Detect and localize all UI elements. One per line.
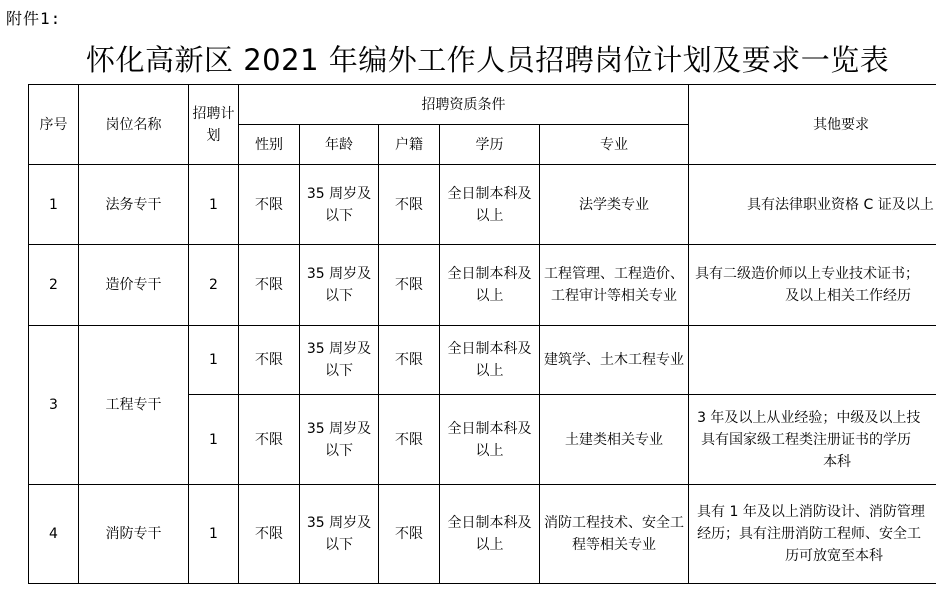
cell-age: 35 周岁及以下 <box>300 165 379 245</box>
document-title: 怀化高新区 2021 年编外工作人员招聘岗位计划及要求一览表 <box>86 43 890 77</box>
cell-other-line: 3 年及以上从业经验；中级及以上技 <box>697 409 921 426</box>
cell-hukou: 不限 <box>379 326 440 395</box>
cell-major: 土建类相关专业 <box>540 395 689 485</box>
cell-other-line: 本科 <box>823 453 852 470</box>
table-row <box>29 326 936 395</box>
cell-education: 全日制本科及以上 <box>440 165 540 245</box>
cell-age: 35 周岁及以下 <box>300 485 379 584</box>
cell-gender: 不限 <box>239 165 300 245</box>
cell-seq: 2 <box>29 245 79 326</box>
cell-education: 全日制本科及以上 <box>440 245 540 326</box>
header-other: 其他要求 <box>689 85 936 165</box>
cell-age: 35 周岁及以下 <box>300 326 379 395</box>
cell-age: 35 周岁及以下 <box>300 395 379 485</box>
table-row <box>29 485 936 584</box>
cell-hukou: 不限 <box>379 485 440 584</box>
header-plan: 招聘计划 <box>189 85 239 165</box>
cell-other-line: 历可放宽至本科 <box>785 548 884 564</box>
cell-other-line: 及以上相关工作经历 <box>785 288 912 304</box>
header-seq: 序号 <box>29 85 79 165</box>
header-gender: 性别 <box>239 125 300 165</box>
cell-major: 建筑学、土木工程专业 <box>540 326 689 395</box>
cell-other <box>689 326 936 395</box>
cell-hukou: 不限 <box>379 165 440 245</box>
attachment-label: 附件1: <box>6 9 62 28</box>
cell-position: 消防专干 <box>79 485 189 584</box>
cell-major: 法学类专业 <box>540 165 689 245</box>
cell-gender: 不限 <box>239 245 300 326</box>
header-position: 岗位名称 <box>79 85 189 165</box>
header-row-1 <box>29 85 936 125</box>
header-hukou: 户籍 <box>379 125 440 165</box>
header-education: 学历 <box>440 125 540 165</box>
recruitment-table <box>28 84 936 584</box>
cell-position: 工程专干 <box>79 326 189 485</box>
table-row <box>29 165 936 245</box>
cell-hukou: 不限 <box>379 245 440 326</box>
cell-plan: 2 <box>189 245 239 326</box>
cell-other <box>689 245 936 326</box>
table-row <box>29 245 936 326</box>
cell-plan: 1 <box>189 395 239 485</box>
cell-other: 具有法律职业资格 C 证及以上 <box>689 165 936 245</box>
cell-seq: 3 <box>29 326 79 485</box>
cell-other-line: 具有国家级工程类注册证书的学历 <box>701 431 912 448</box>
cell-seq: 1 <box>29 165 79 245</box>
header-qualifications: 招聘资质条件 <box>239 85 689 125</box>
cell-other-line: 具有二级造价师以上专业技术证书； <box>695 266 920 282</box>
cell-other-line: 具有 1 年及以上消防设计、消防管理 <box>697 504 925 520</box>
cell-position: 造价专干 <box>79 245 189 326</box>
cell-seq: 4 <box>29 485 79 584</box>
cell-plan: 1 <box>189 485 239 584</box>
cell-major: 工程管理、工程造价、工程审计等相关专业 <box>540 245 689 326</box>
cell-other <box>689 395 936 485</box>
cell-gender: 不限 <box>239 326 300 395</box>
cell-other-line: 经历；具有注册消防工程师、安全工 <box>697 526 922 542</box>
cell-position: 法务专干 <box>79 165 189 245</box>
header-major: 专业 <box>540 125 689 165</box>
cell-education: 全日制本科及以上 <box>440 326 540 395</box>
cell-plan: 1 <box>189 165 239 245</box>
cell-education: 全日制本科及以上 <box>440 395 540 485</box>
cell-gender: 不限 <box>239 395 300 485</box>
cell-education: 全日制本科及以上 <box>440 485 540 584</box>
header-age: 年龄 <box>300 125 379 165</box>
cell-age: 35 周岁及以下 <box>300 245 379 326</box>
cell-other <box>689 485 936 584</box>
cell-major: 消防工程技术、安全工程等相关专业 <box>540 485 689 584</box>
cell-hukou: 不限 <box>379 395 440 485</box>
cell-plan: 1 <box>189 326 239 395</box>
cell-gender: 不限 <box>239 485 300 584</box>
